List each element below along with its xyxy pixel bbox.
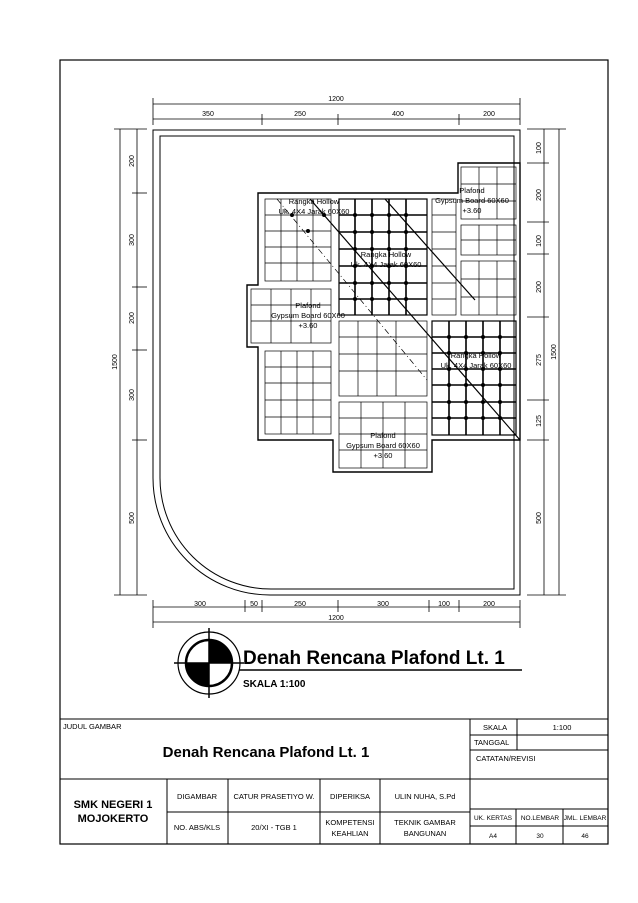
left-dim-5: 500	[129, 512, 136, 524]
catatan-label: CATATAN/REVISI	[476, 754, 536, 763]
label-plafond-1-line3: +3.60	[462, 206, 482, 215]
tanggal-label: TANGGAL	[474, 738, 510, 747]
label-plafond-1-line1: Plafond	[459, 186, 485, 195]
label-hollow-1-line2: Uk. 4X4 Jarak 60X60	[278, 207, 350, 216]
top-dim-2: 250	[294, 111, 306, 118]
kompetensi-value-line2: BANGUNAN	[403, 829, 447, 838]
skala-label: SKALA	[483, 723, 508, 732]
kompetensi-label-line2: KEAHLIAN	[331, 829, 369, 838]
label-plafond-3-line1: Plafond	[370, 431, 396, 440]
bottom-total-dim: 1200	[328, 615, 344, 622]
top-dim-4: 200	[483, 111, 495, 118]
drawing-scale: SKALA 1:100	[243, 679, 306, 690]
top-dim-1: 350	[202, 111, 214, 118]
no-abs-value: 20/XI - TGB 1	[251, 823, 297, 832]
right-total-dim: 1500	[551, 344, 558, 360]
school-name-line1: SMK NEGERI 1	[73, 799, 153, 811]
label-hollow-1-line1: Rangka Hollow	[288, 197, 340, 206]
label-hollow-3-line2: Uk. 4X4 Jarak 60X60	[440, 361, 512, 370]
right-dimension-lines	[527, 129, 566, 595]
room-labels	[271, 186, 511, 460]
uk-kertas-label: UK. KERTAS	[473, 815, 513, 822]
diperiksa-label: DIPERIKSA	[329, 792, 371, 801]
right-dim-3: 100	[536, 235, 543, 247]
bottom-dim-3: 250	[294, 601, 306, 608]
right-dim-5: 275	[536, 354, 543, 366]
kompetensi-label-line1: KOMPETENSI	[325, 818, 375, 827]
label-plafond-1-line2: Gypsum Board 60X60	[435, 196, 509, 205]
label-plafond-2-line3: +3.60	[298, 321, 318, 330]
judul-value: Denah Rencana Plafond Lt. 1	[162, 744, 370, 761]
no-abs-label: NO. ABS/KLS	[173, 823, 221, 832]
left-dim-1: 200	[129, 155, 136, 167]
drawing-title: Denah Rencana Plafond Lt. 1	[243, 648, 505, 669]
right-dim-1: 100	[536, 142, 543, 154]
label-plafond-2-line2: Gypsum Board 60X60	[271, 311, 345, 320]
no-lembar-value: 30	[536, 833, 544, 840]
left-dim-3: 200	[129, 312, 136, 324]
jml-lembar-label: JML. LEMBAR	[563, 815, 607, 822]
digambar-value: CATUR PRASETIYO W.	[233, 792, 315, 801]
digambar-label: DIGAMBAR	[176, 792, 218, 801]
north-arrow-icon	[174, 628, 244, 698]
kompetensi-value-line1: TEKNIK GAMBAR	[394, 818, 456, 827]
right-dim-7: 500	[536, 512, 543, 524]
label-hollow-2-line1: Rangka Hollow	[360, 250, 412, 259]
right-dim-2: 200	[536, 189, 543, 201]
bottom-dim-4: 300	[377, 601, 389, 608]
bottom-dim-6: 200	[483, 601, 495, 608]
left-dim-2: 300	[129, 234, 136, 246]
label-hollow-3-line1: Rangka Hollow	[450, 351, 502, 360]
bottom-dim-5: 100	[438, 601, 450, 608]
skala-value: 1:100	[552, 723, 572, 732]
bottom-dim-2: 50	[250, 601, 258, 608]
label-hollow-2-line2: Uk. 4X4 Jarak 60X60	[350, 260, 422, 269]
school-name-line2: MOJOKERTO	[77, 813, 149, 825]
judul-label: JUDUL GAMBAR	[63, 722, 122, 731]
no-lembar-label: NO.LEMBAR	[520, 815, 560, 822]
label-plafond-2-line1: Plafond	[295, 301, 321, 310]
bottom-dim-1: 300	[194, 601, 206, 608]
left-total-dim: 1500	[112, 354, 119, 370]
label-plafond-3-line3: +3.60	[373, 451, 393, 460]
sheet-border	[60, 60, 608, 844]
bottom-dimension-lines	[153, 600, 520, 628]
jml-lembar-value: 46	[581, 833, 589, 840]
left-dim-4: 300	[129, 389, 136, 401]
right-dim-4: 200	[536, 281, 543, 293]
top-dim-3: 400	[392, 111, 404, 118]
top-total-dim: 1200	[328, 96, 344, 103]
right-dim-6: 125	[536, 415, 543, 427]
uk-kertas-value: A4	[489, 833, 497, 840]
label-plafond-3-line2: Gypsum Board 60X60	[346, 441, 420, 450]
diperiksa-value: ULIN NUHA, S.Pd	[394, 792, 456, 801]
